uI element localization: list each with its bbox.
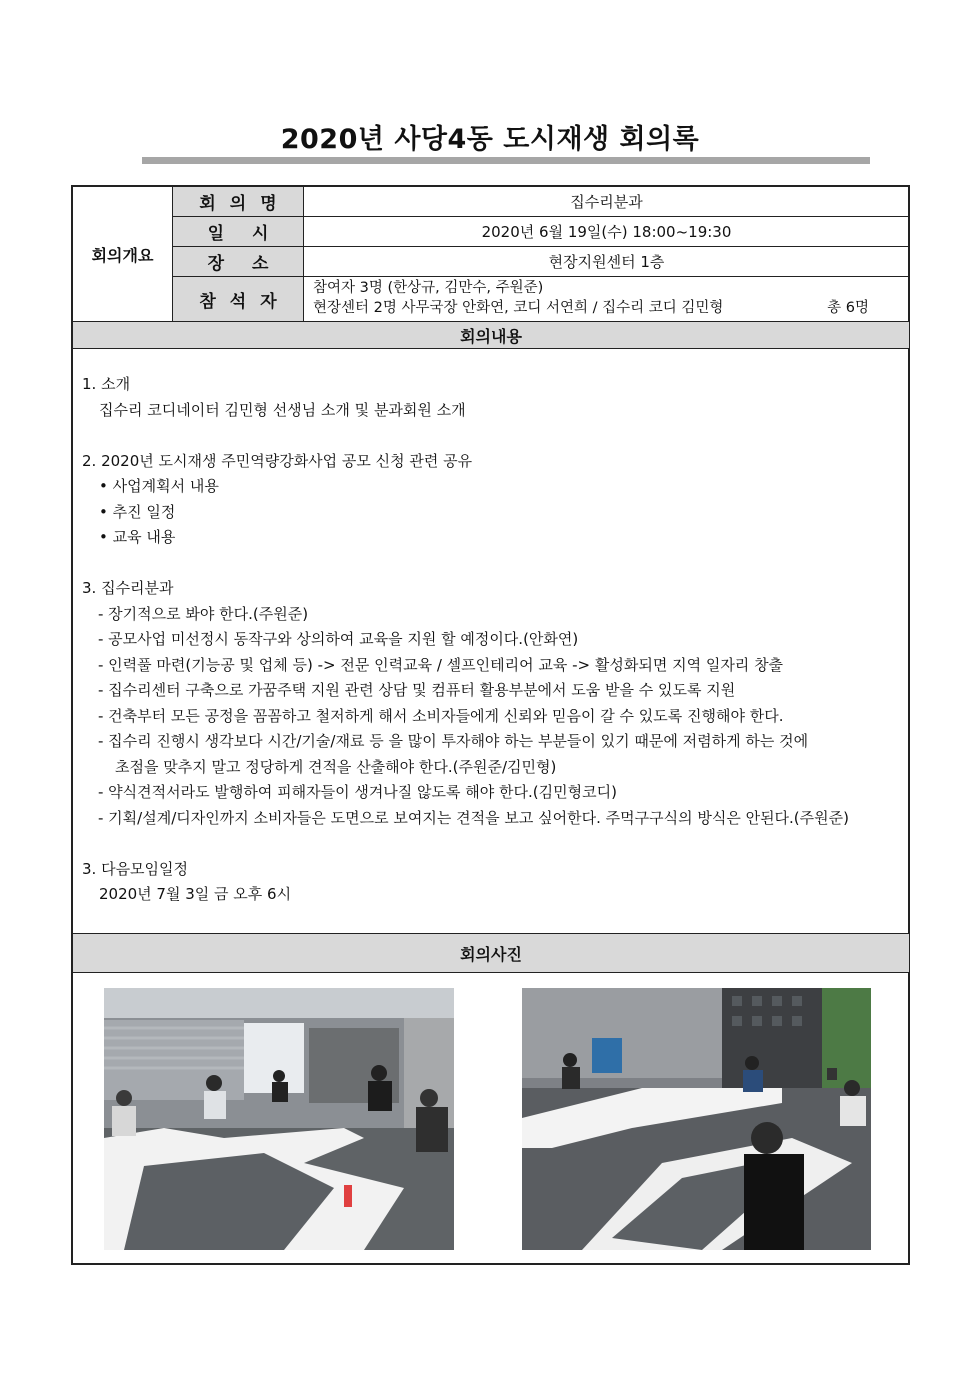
attendees-total: 총 6명	[827, 300, 869, 316]
discussion-item: - 집수리 진행시 생각보다 시간/기술/재료 등 을 많이 투자해야 하는 부분들이 있기 때문에 저렴하게 하는 것에	[98, 732, 809, 750]
datetime-value: 2020년 6월 19일(수) 18:00~19:30	[481, 223, 732, 241]
section-1-body: 집수리 코디네이터 김민형 선생님 소개 및 분과회원 소개	[99, 400, 466, 419]
meeting-name-label: 회의명	[173, 187, 303, 216]
grid-line	[72, 972, 909, 973]
meeting-photo-1-image	[104, 988, 454, 1250]
photos-header: 회의사진	[73, 934, 909, 972]
meeting-name-value: 집수리분과	[570, 193, 643, 211]
section-2-title: 2. 2020년 도시재생 주민역량강화사업 공모 신청 관련 공유	[82, 451, 473, 470]
place-value: 현장지원센터 1층	[548, 253, 665, 271]
section-4-title: 3. 다음모임일정	[82, 859, 189, 878]
attendees-line-2: 현장센터 2명 사무국장 안화연, 코디 서연희 / 집수리 코디 김민형	[313, 300, 724, 316]
section-1-title: 1. 소개	[82, 375, 131, 393]
attendees-value	[313, 278, 903, 318]
discussion-item: - 기획/설계/디자인까지 소비자들은 도면으로 보여지는 견적을 보고 싶어한다. 주먹구구식의 방식은 안된다.(주원준)	[98, 808, 849, 827]
document-title: 2020년 사당4동 도시재생 회의록	[280, 124, 700, 155]
title-underline-bar	[142, 157, 870, 164]
meeting-photo-2-image	[522, 988, 871, 1250]
place-label: 장소	[173, 247, 303, 276]
meeting-content	[82, 372, 902, 908]
meeting-photo-2	[522, 988, 871, 1250]
discussion-item: - 공모사업 미선정시 동작구와 상의하여 교육을 지원 할 예정이다.(안화연)	[98, 630, 579, 648]
bullet-item: • 교육 내용	[99, 528, 176, 546]
bullet-item: • 추진 일정	[99, 502, 176, 521]
discussion-item: - 인력풀 마련(기능공 및 업체 등) -> 전문 인력교육 / 셀프인테리어 교육 -> 활성화되면 지역 일자리 창출	[98, 655, 784, 674]
datetime-label: 일시	[173, 217, 303, 246]
overview-label: 회의개요	[91, 245, 154, 265]
discussion-item-continued: 초점을 맞추지 말고 정당하게 견적을 산출해야 한다.(주원준/김민형)	[115, 757, 557, 776]
content-header: 회의내용	[73, 322, 909, 348]
discussion-item: - 약식견적서라도 발행하여 피해자들이 생겨나질 않도록 해야 한다.(김민형코디)	[98, 783, 617, 801]
bullet-item: • 사업계획서 내용	[99, 477, 219, 495]
meeting-photo-1	[104, 988, 454, 1250]
next-meeting-date: 2020년 7월 3일 금 오후 6시	[99, 885, 292, 903]
attendees-label: 참석자	[173, 277, 303, 321]
section-3-title: 3. 집수리분과	[82, 579, 174, 597]
discussion-item: - 건축부터 모든 공정을 꼼꼼하고 철저하게 해서 소비자들에게 신뢰와 믿음이 갈 수 있도록 진행해야 한다.	[98, 706, 784, 725]
discussion-item: - 장기적으로 봐야 한다.(주원준)	[98, 604, 309, 623]
attendees-line-1: 참여자 3명 (한상규, 김만수, 주원준)	[313, 280, 544, 296]
discussion-item: - 집수리센터 구축으로 가꿈주택 지원 관련 상담 및 컴퓨터 활용부분에서 도움 받을 수 있도록 지원	[98, 681, 736, 699]
grid-line	[72, 348, 909, 349]
